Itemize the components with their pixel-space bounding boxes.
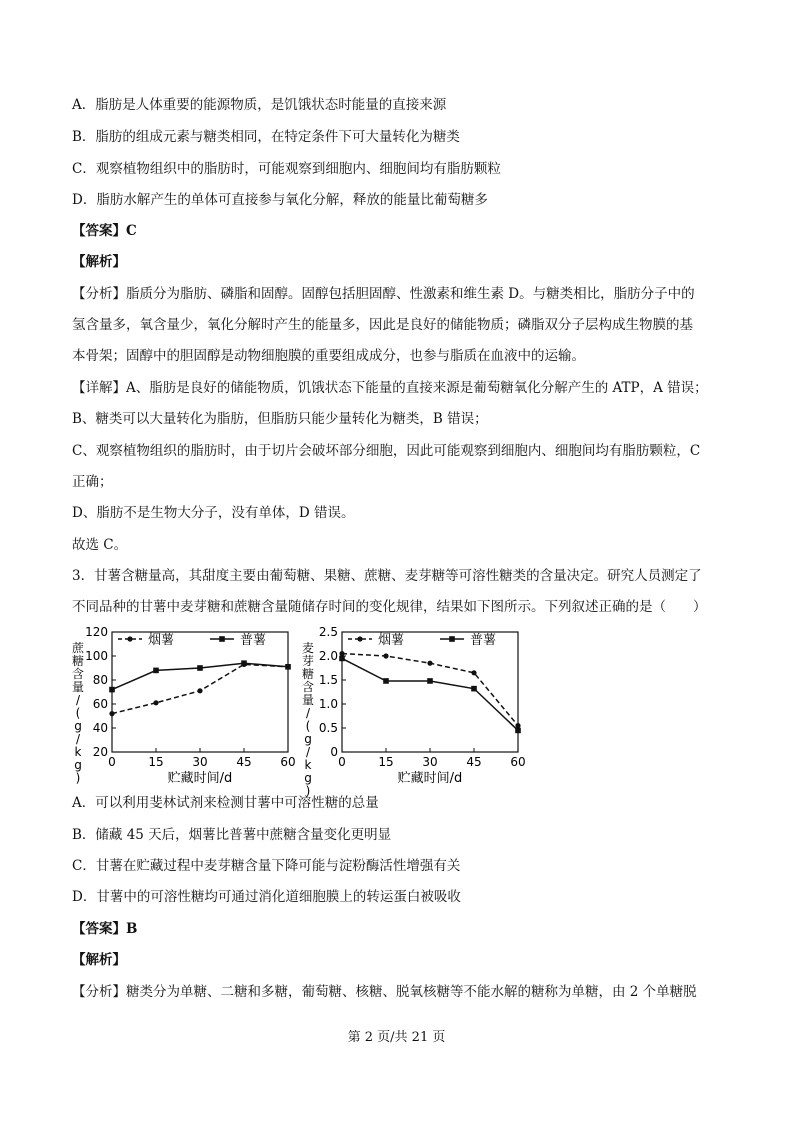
detail-line-2: B、糖类可以大量转化为脂肪，但脂肪只能少量转化为糖类，B 错误； (72, 411, 488, 427)
option-b-q3: B．储藏 45 天后，烟薯比普薯中蔗糖含量变化更明显 (72, 827, 392, 843)
analysis-line-2: 氢含量多，氧含量少，氧化分解时产生的能量多，因此是良好的储能物质；磷脂双分子层构成生物膜的基 (72, 317, 693, 333)
sucrose-ytick-label: 100 (85, 649, 108, 663)
maltose-series-1-point (515, 728, 521, 734)
option-b-q2: B．脂肪的组成元素与糖类相同，在特定条件下可大量转化为糖类 (72, 129, 460, 145)
detail-line-3: C、观察植物组织的脂肪时，由于切片会破坏部分细胞，因此可能观察到细胞内、细胞间均有脂肪颗粒，C (72, 443, 701, 459)
analysis-label-q2: 【解析】 (72, 254, 126, 270)
sucrose-xtick-label: 15 (148, 755, 164, 769)
detail-line-6: 故选 C。 (72, 537, 128, 553)
sucrose-ytick-label: 80 (92, 673, 108, 687)
maltose-series-1-point (471, 686, 477, 692)
maltose-series-0-point (339, 651, 344, 656)
maltose-series-1-point (383, 678, 389, 684)
maltose-series-1-point (339, 656, 345, 662)
maltose-series-0-point (471, 670, 476, 675)
sucrose-series-1-point (197, 665, 203, 671)
maltose-xtick-label: 45 (466, 755, 482, 769)
sucrose-ytick-label: 40 (92, 721, 108, 735)
answer-q3: 【答案】B (72, 921, 138, 937)
maltose-xlabel: 贮藏时间/d (397, 771, 463, 786)
sucrose-series-1-point (241, 660, 247, 666)
option-a-q2: A．脂肪是人体重要的能源物质，是饥饿状态时能量的直接来源 (72, 97, 447, 113)
sucrose-ylabel: 蔗糖含量/ ( g / k g ) (71, 641, 85, 785)
analysis-label-q3: 【解析】 (72, 952, 126, 968)
sucrose-series-0-point (197, 688, 202, 693)
sucrose-ytick-label: 20 (92, 745, 108, 759)
sucrose-legend-1-label: 普薯 (240, 633, 267, 648)
sucrose-series-1-point (153, 668, 159, 674)
option-c-q3: C．甘薯在贮藏过程中麦芽糖含量下降可能与淀粉酶活性增强有关 (72, 858, 461, 874)
maltose-legend-1-marker (449, 636, 455, 642)
option-d-q3: D．甘薯中的可溶性糖均可通过消化道细胞膜上的转运蛋白被吸收 (72, 889, 461, 905)
sucrose-legend-0-label: 烟薯 (148, 633, 175, 648)
sucrose-xtick-label: 0 (108, 755, 116, 769)
maltose-ytick-label: 1.5 (318, 673, 338, 687)
sucrose-ytick-label: 120 (85, 625, 108, 639)
maltose-series-0-point (383, 653, 388, 658)
sucrose-xtick-label: 30 (192, 755, 208, 769)
maltose-series-1-point (427, 678, 433, 684)
detail-line-5: D、脂肪不是生物大分子，没有单体，D 错误。 (72, 505, 355, 521)
option-a-q3: A．可以利用斐林试剂来检测甘薯中可溶性糖的总量 (72, 795, 379, 811)
maltose-series-0-point (427, 661, 432, 666)
maltose-plot-frame (342, 632, 518, 752)
sucrose-legend-1-marker (219, 636, 225, 642)
sucrose-legend-0-marker (127, 636, 132, 641)
sucrose-xtick-label: 60 (280, 755, 296, 769)
question3-line-2: 不同品种的甘薯中麦芽糖和蔗糖含量随储存时间的变化规律，结果如下图所示。下列叙述正确的是（ ） (72, 599, 707, 615)
sucrose-xlabel: 贮藏时间/d (167, 771, 233, 786)
analysis-line-3: 本骨架；固醇中的胆固醇是动物细胞膜的重要组成成分，也参与脂质在血液中的运输。 (72, 348, 585, 364)
maltose-xtick-label: 60 (510, 755, 526, 769)
maltose-series-0-point (515, 723, 520, 728)
page-footer: 第 2 页/共 21 页 (347, 1030, 446, 1045)
detail-line-4: 正确； (72, 474, 113, 490)
detail-line-1: 【详解】A、脂肪是良好的储能物质，饥饿状态下能量的直接来源是葡萄糖氧化分解产生的 ATP，A 错误； (72, 380, 708, 396)
sucrose-chart (60, 622, 300, 787)
maltose-ylabel: 麦芽糖含量/ ( g / k g ) (301, 641, 315, 798)
maltose-legend-0-label: 烟薯 (378, 633, 405, 648)
maltose-chart (290, 622, 530, 798)
maltose-ytick-label: 0 (330, 745, 338, 759)
maltose-xtick-label: 0 (338, 755, 346, 769)
option-d-q2: D．脂肪水解产生的单体可直接参与氧化分解，释放的能量比葡萄糖多 (72, 192, 488, 208)
sucrose-series-1-point (109, 687, 115, 693)
analysis-q3-line: 【分析】糖类分为单糖、二糖和多糖，葡萄糖、核糖、脱氧核糖等不能水解的糖称为单糖，由 2 个单糖脱 (72, 984, 697, 1000)
maltose-xtick-label: 30 (422, 755, 438, 769)
maltose-xtick-label: 15 (378, 755, 394, 769)
maltose-legend-1-label: 普薯 (470, 633, 497, 648)
maltose-ytick-label: 2.5 (318, 625, 338, 639)
analysis-line-1: 【分析】脂质分为脂肪、磷脂和固醇。固醇包括胆固醇、性激素和维生素 D。与糖类相比，脂肪分子中的 (72, 286, 695, 302)
maltose-ytick-label: 2.0 (318, 649, 338, 663)
maltose-ytick-label: 0.5 (318, 721, 338, 735)
sucrose-ytick-label: 60 (92, 697, 108, 711)
question3-line-1: 3．甘薯含糖量高，其甜度主要由葡萄糖、果糖、蔗糖、麦芽糖等可溶性糖类的含量决定。研究人员测定了 (72, 568, 702, 584)
sucrose-series-0-point (109, 711, 114, 716)
answer-q2: 【答案】C (72, 223, 137, 239)
maltose-legend-0-marker (357, 636, 362, 641)
sucrose-series-0-point (153, 700, 158, 705)
option-c-q2: C．观察植物组织中的脂肪时，可能观察到细胞内、细胞间均有脂肪颗粒 (72, 161, 501, 177)
sucrose-xtick-label: 45 (236, 755, 252, 769)
maltose-ytick-label: 1.0 (318, 697, 338, 711)
